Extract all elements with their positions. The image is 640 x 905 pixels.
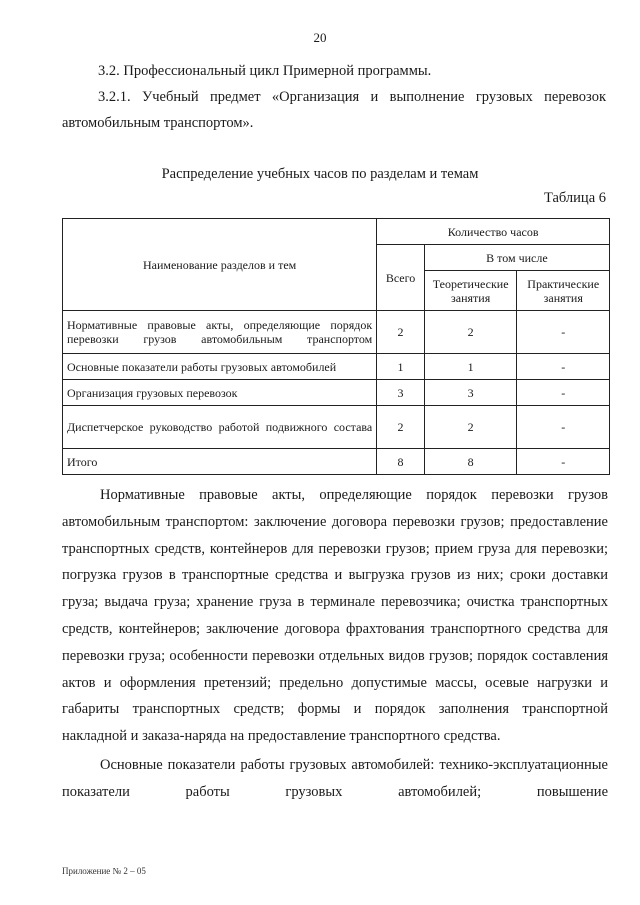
row-name: Нормативные правовые акты, определяющие порядок перевозки грузов автомобильным транспортом (63, 311, 377, 354)
row-total: 2 (377, 311, 425, 354)
row-practice: - (517, 354, 610, 380)
table-row (63, 406, 610, 449)
header-theory: Теоретические занятия (424, 271, 517, 311)
table-row (63, 380, 610, 406)
row-theory: 1 (424, 354, 517, 380)
table-title: Распределение учебных часов по разделам и темам (161, 166, 479, 182)
header-total: Всего (377, 245, 425, 311)
table-row (63, 311, 610, 354)
row-practice: - (517, 406, 610, 449)
footer-note: Приложение № 2 – 05 (62, 866, 146, 876)
page-number: 20 (313, 30, 327, 45)
header-practice: Практические занятия (517, 271, 610, 311)
row-practice: - (517, 380, 610, 406)
row-total: 3 (377, 380, 425, 406)
row-theory: 2 (424, 406, 517, 449)
row-total: 2 (377, 406, 425, 449)
header-hours: Количество часов (377, 219, 610, 245)
table-row-total (63, 449, 610, 475)
hours-table (62, 218, 610, 475)
row-name: Итого (63, 449, 377, 475)
row-name: Организация грузовых перевозок (63, 380, 377, 406)
row-theory: 8 (424, 449, 517, 475)
subsection-heading: 3.2.1. Учебный предмет «Организация и выполнение грузовых перевозок (98, 89, 606, 105)
table-number: Таблица 6 (543, 190, 606, 206)
table-row (63, 354, 610, 380)
row-theory: 2 (424, 311, 517, 354)
header-including: В том числе (424, 245, 609, 271)
header-name: Наименование разделов и тем (63, 219, 377, 311)
body-text (62, 482, 608, 806)
row-practice: - (517, 311, 610, 354)
row-total: 8 (377, 449, 425, 475)
paragraph-legal-acts: Нормативные правовые акты, определяющие порядок перевозки грузов автомобильным транспортом: заключение договора перевозки грузов; предоставление транспортных средств, контейнеров для перевозки грузов; прием груза для перевозки; погрузка грузов в транспортные средства и выгрузка грузов из них; сроки доставки груза; выдача груза; хранение груза в терминале перевозчика; очистка транспортных средств, контейнеров; заключение договора фрахтования транспортного средства для перевозки груза; особенности перевозки отдельных видов грузов; порядок составления актов и оформления претензий; предельно допустимые массы, осевые нагрузки и габариты транспортных средств; формы и порядок заполнения транспортной накладной и заказа-наряда на предоставление транспортного средства. (62, 487, 608, 745)
row-name: Основные показатели работы грузовых автомобилей (63, 354, 377, 380)
section-heading: 3.2. Профессиональный цикл Примерной программы. (98, 63, 432, 79)
row-practice: - (517, 449, 610, 475)
row-total: 1 (377, 354, 425, 380)
row-name: Диспетчерское руководство работой подвижного состава (63, 406, 377, 449)
row-theory: 3 (424, 380, 517, 406)
paragraph-performance-indicators: Основные показатели работы грузовых автомобилей: технико-эксплуатационные показатели работы грузовых автомобилей; повышение (62, 756, 608, 800)
subsection-heading-continuation: автомобильным транспортом». (62, 115, 254, 131)
